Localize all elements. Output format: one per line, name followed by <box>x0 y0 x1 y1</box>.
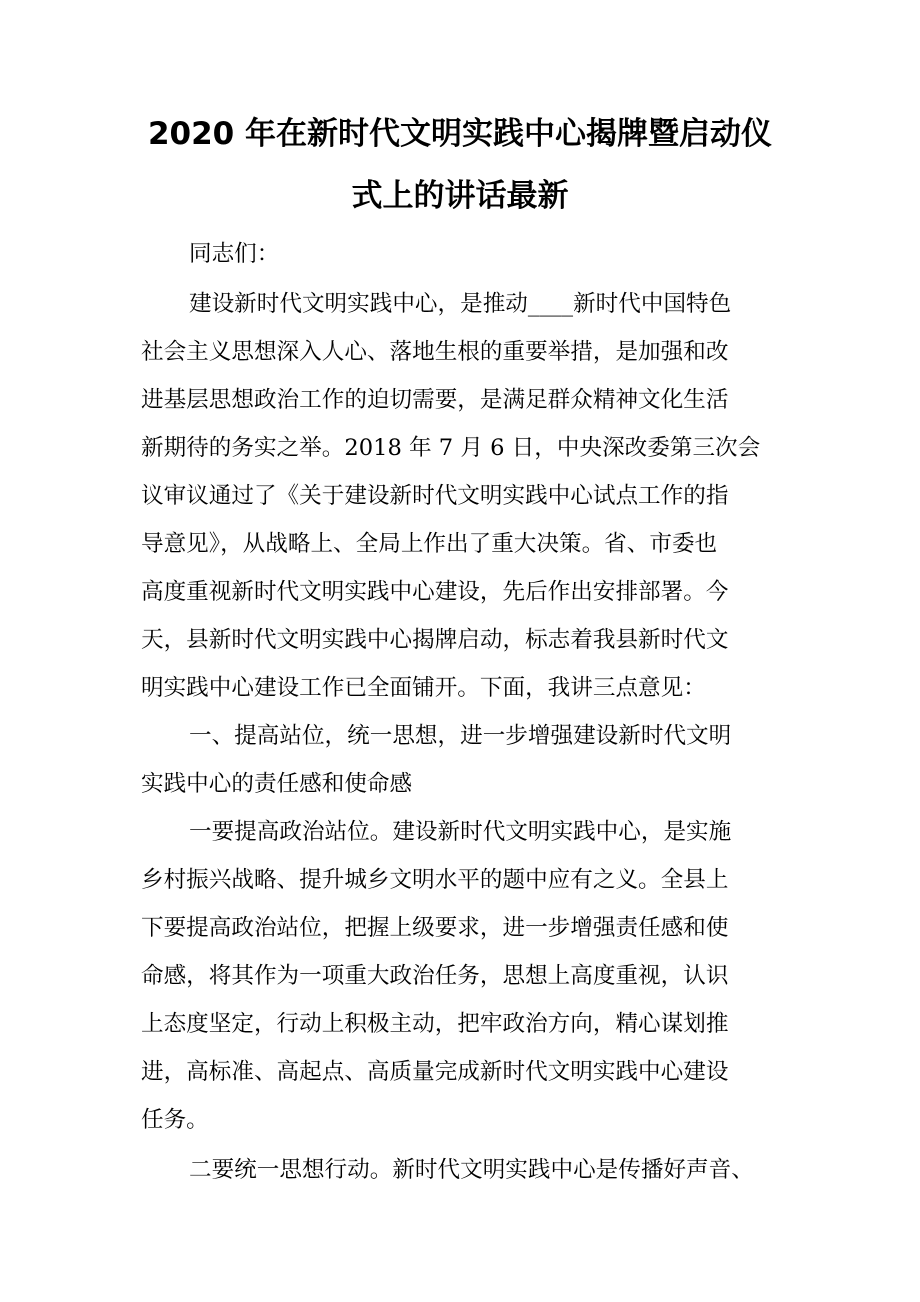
body-line: 乡村振兴战略、提升城乡文明水平的题中应有之义。全县上 <box>141 867 729 893</box>
document-title-line-1: 2020 年在新时代文明实践中心揭牌暨启动仪 <box>147 116 773 152</box>
document-title-line-2: 式上的讲话最新 <box>351 178 569 214</box>
body-line: 任务。 <box>141 1107 209 1133</box>
section-heading-line: 一、提高站位，统一思想，进一步增强建设新时代文明 <box>189 723 732 749</box>
body-line: 进，高标准、高起点、高质量完成新时代文明实践中心建设 <box>141 1059 729 1085</box>
section-heading-line: 实践中心的责任感和使命感 <box>141 771 413 797</box>
body-line: 一要提高政治站位。建设新时代文明实践中心，是实施 <box>189 819 732 845</box>
body-line: 进基层思想政治工作的迫切需要，是满足群众精神文化生活 <box>141 387 729 413</box>
body-line: 导意见》，从战略上、全局上作出了重大决策。省、市委也 <box>141 531 718 557</box>
body-line: 下要提高政治站位，把握上级要求，进一步增强责任感和使 <box>141 915 729 941</box>
body-line: 高度重视新时代文明实践中心建设，先后作出安排部署。今 <box>141 579 729 605</box>
body-line: 命感，将其作为一项重大政治任务，思想上高度重视，认识 <box>141 963 729 989</box>
body-line: 建设新时代文明实践中心，是推动____新时代中国特色 <box>189 291 732 317</box>
body-line: 社会主义思想深入人心、落地生根的重要举措，是加强和改 <box>141 339 729 365</box>
salutation: 同志们： <box>189 241 280 267</box>
body-line: 天，县新时代文明实践中心揭牌启动，标志着我县新时代文 <box>141 627 729 653</box>
body-line: 议审议通过了《关于建设新时代文明实践中心试点工作的指 <box>141 483 729 509</box>
body-line: 二要统一思想行动。新时代文明实践中心是传播好声音、 <box>189 1157 754 1183</box>
body-line: 明实践中心建设工作已全面铺开。下面，我讲三点意见： <box>141 675 706 701</box>
body-line: 新期待的务实之举。2018 年 7 月 6 日，中央深改委第三次会 <box>141 435 761 461</box>
body-line: 上态度坚定，行动上积极主动，把牢政治方向，精心谋划推 <box>141 1011 729 1037</box>
